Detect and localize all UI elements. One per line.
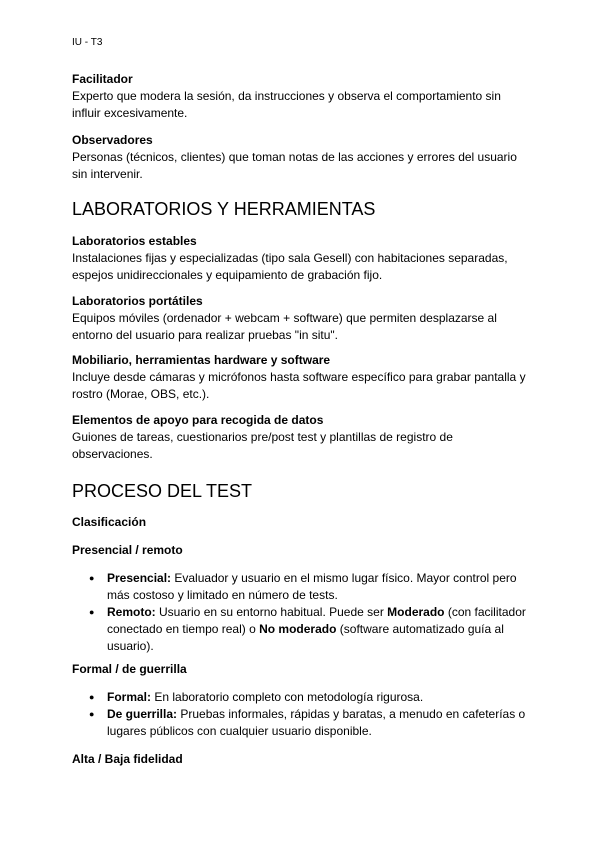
subheading-clasificacion: Clasificación bbox=[72, 515, 147, 529]
bullet-text: Pruebas informales, rápidas y baratas, a menudo en cafeterías o lugares públicos con cualquier usuario disponible. bbox=[107, 707, 526, 738]
list-item bbox=[72, 689, 534, 706]
bullet-list-presencial-remoto bbox=[72, 570, 534, 655]
role-text: Personas (técnicos, clientes) que toman notas de las acciones y errores del usuario sin intervenir. bbox=[72, 150, 517, 181]
list-item bbox=[72, 570, 534, 604]
role-observadores bbox=[72, 132, 532, 183]
subheading-formal-guerrilla: Formal / de guerrilla bbox=[72, 662, 187, 676]
emphasis-text: No moderado bbox=[259, 622, 337, 636]
bullet-label: De guerrilla: bbox=[107, 707, 178, 721]
role-title: Facilitador bbox=[72, 72, 133, 86]
lab-title: Laboratorios estables bbox=[72, 234, 197, 248]
lab-title: Laboratorios portátiles bbox=[72, 294, 203, 308]
emphasis-text: Moderado bbox=[387, 605, 445, 619]
subheading-presencial-remoto: Presencial / remoto bbox=[72, 543, 183, 557]
bullet-label: Remoto: bbox=[107, 605, 156, 619]
role-title: Observadores bbox=[72, 133, 153, 147]
list-item bbox=[72, 604, 534, 655]
role-text: Experto que modera la sesión, da instrucciones y observa el comportamiento sin influir excesivamente. bbox=[72, 89, 501, 120]
bullet-text: En laboratorio completo con metodología rigurosa. bbox=[151, 690, 424, 704]
bullet-label: Formal: bbox=[107, 690, 152, 704]
lab-title: Mobiliario, herramientas hardware y software bbox=[72, 353, 331, 367]
lab-item bbox=[72, 352, 532, 403]
subheading-fidelidad: Alta / Baja fidelidad bbox=[72, 752, 183, 766]
bullet-text: (software automatizado guía al usuario). bbox=[107, 622, 504, 653]
lab-item bbox=[72, 233, 532, 284]
list-item bbox=[72, 706, 534, 740]
lab-text: Guiones de tareas, cuestionarios pre/post test y plantillas de registro de observaciones. bbox=[72, 430, 453, 461]
section-heading-process: PROCESO DEL TEST bbox=[72, 481, 253, 501]
bullet-text: (con facilitador conectado en tiempo real) o bbox=[107, 605, 526, 636]
bullet-text: Evaluador y usuario en el mismo lugar físico. Mayor control pero más costoso y limitado en número de tests. bbox=[107, 571, 517, 602]
page-header: IU - T3 bbox=[72, 37, 103, 48]
lab-text: Incluye desde cámaras y micrófonos hasta software específico para grabar pantalla y rostro (Morae, OBS, etc.). bbox=[72, 370, 526, 401]
bullet-text: Usuario en su entorno habitual. Puede ser bbox=[155, 605, 388, 619]
lab-text: Instalaciones fijas y especializadas (tipo sala Gesell) con habitaciones separadas, espejos unidireccionales y equipamiento de grabación fijo. bbox=[72, 251, 508, 282]
lab-item bbox=[72, 412, 532, 463]
lab-title: Elementos de apoyo para recogida de datos bbox=[72, 413, 324, 427]
bullet-list-formal-guerrilla bbox=[72, 689, 534, 740]
role-facilitador bbox=[72, 71, 532, 122]
lab-item bbox=[72, 293, 532, 344]
bullet-label: Presencial: bbox=[107, 571, 172, 585]
section-heading-labs: LABORATORIOS Y HERRAMIENTAS bbox=[72, 199, 376, 219]
lab-text: Equipos móviles (ordenador + webcam + software) que permiten desplazarse al entorno del usuario para realizar pruebas "in situ". bbox=[72, 311, 497, 342]
